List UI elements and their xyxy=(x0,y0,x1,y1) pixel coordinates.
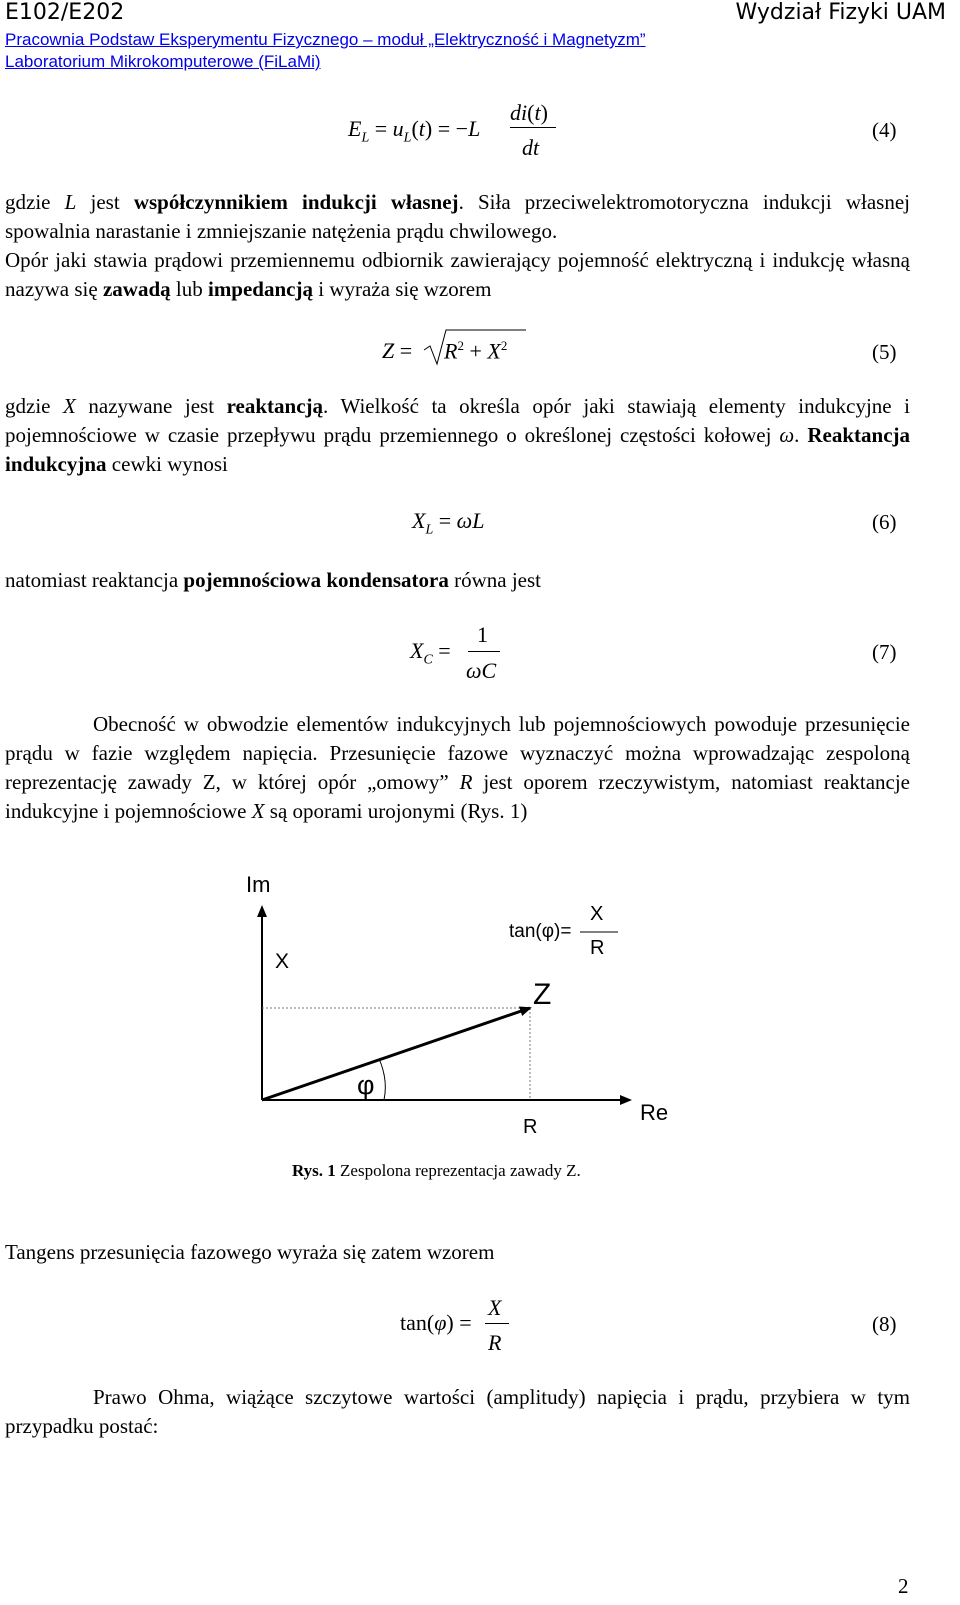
tan-label: tan(φ)= xyxy=(509,921,572,942)
equation-4-numerator: di(t) xyxy=(510,100,548,125)
axis-label-im: Im xyxy=(246,872,271,897)
paragraph-tangent: Tangens przesunięcia fazowego wyraża się zatem wzorem xyxy=(5,1240,495,1264)
equation-8-numerator: X xyxy=(488,1295,502,1320)
paragraph-phase-shift: Obecność w obwodzie elementów indukcyjnych lub pojemnościowych powoduje przesunięcie prądu w fazie względem napięcia. Przesunięcie fazowe wyznaczyć można wprowadzając zespoloną reprezentację zawady Z, w której opór „omowy” R jest oporem rzeczywistym, natomiast reaktancje indukcyjne i pojemnościowe X są oporami urojonymi (Rys. 1) xyxy=(5,712,910,823)
angle-arc xyxy=(380,1061,385,1100)
equation-7-numerator: 1 xyxy=(477,622,488,647)
figure-caption: Rys. 1 Zespolona reprezentacja zawady Z. xyxy=(292,1161,581,1180)
equation-number: (4) xyxy=(872,118,897,142)
fraction-bar xyxy=(468,651,500,652)
equation-6: $X_L = \omega L$ xyxy=(412,508,485,538)
fraction-bar xyxy=(485,1323,509,1324)
equation-number: (6) xyxy=(872,510,897,534)
impedance-vector xyxy=(262,1008,530,1100)
paragraph-reactance: gdzie X nazywane jest reaktancją. Wielkość ta określa opór jaki stawiają elementy indukcyjne i pojemnościowe w czasie przepływu prądu przemiennego o określonej częstości kołowej ω. Reaktancja indukcyjna cewki wynosi xyxy=(5,394,911,476)
axis-label-r: R xyxy=(523,1116,538,1138)
vector-label-z: Z xyxy=(533,978,552,1011)
impedance-diagram xyxy=(230,895,650,1135)
paragraph-ohms-law: Prawo Ohma, wiążące szczytowe wartości (amplitudy) napięcia i prądu, przybiera w tym przypadku postać: xyxy=(5,1385,910,1438)
faculty-name: Wydział Fizyki UAM xyxy=(735,0,946,25)
lab-link-1[interactable]: Pracownia Podstaw Eksperymentu Fizycznego – moduł „Elektryczność i Magnetyzm” xyxy=(5,30,646,49)
equation-7-denominator: ωC xyxy=(466,658,497,683)
equation-7-lhs: $X_C$ = xyxy=(410,638,451,668)
equation-number: (8) xyxy=(872,1312,897,1336)
paragraph-capacitive: natomiast reaktancja pojemnościowa kondensatora równa jest xyxy=(5,568,542,592)
course-code: E102/E202 xyxy=(5,0,125,25)
page-number: 2 xyxy=(898,1574,909,1598)
equation-5-radicand: $R^2 + X^2$ xyxy=(444,338,508,364)
equation-8-denominator: R xyxy=(488,1330,502,1355)
lab-link-2[interactable]: Laboratorium Mikrokomputerowe (FiLaMi) xyxy=(5,52,321,71)
axis-label-re: Re xyxy=(640,1100,669,1125)
equation-number: (7) xyxy=(872,640,897,664)
angle-label-phi: φ xyxy=(357,1070,375,1100)
equation-5-lhs: Z = xyxy=(382,338,413,363)
paragraph-impedance: Opór jaki stawia prądowi przemiennemu odbiornik zawierający pojemność elektryczną i indukcję własną nazywa się zawadą lub impedancją i wyraża się wzorem xyxy=(5,248,910,301)
equation-number: (5) xyxy=(872,340,897,364)
fraction-bar xyxy=(510,127,556,128)
tan-numerator: X xyxy=(590,903,604,925)
paragraph-self-inductance: gdzie L jest współczynnikiem indukcji własnej. Siła przeciwelektromotoryczna indukcji własnej spowalnia narastanie i zmniejszanie natężenia prądu chwilowego. xyxy=(5,190,910,243)
equation-4: $E_L = u_L(t) = -L$ xyxy=(348,116,481,146)
equation-4-denominator: dt xyxy=(522,135,540,160)
equation-8-lhs: tan(φ) = xyxy=(400,1310,472,1335)
axis-label-x: X xyxy=(275,950,290,973)
tan-denominator: R xyxy=(590,937,605,959)
